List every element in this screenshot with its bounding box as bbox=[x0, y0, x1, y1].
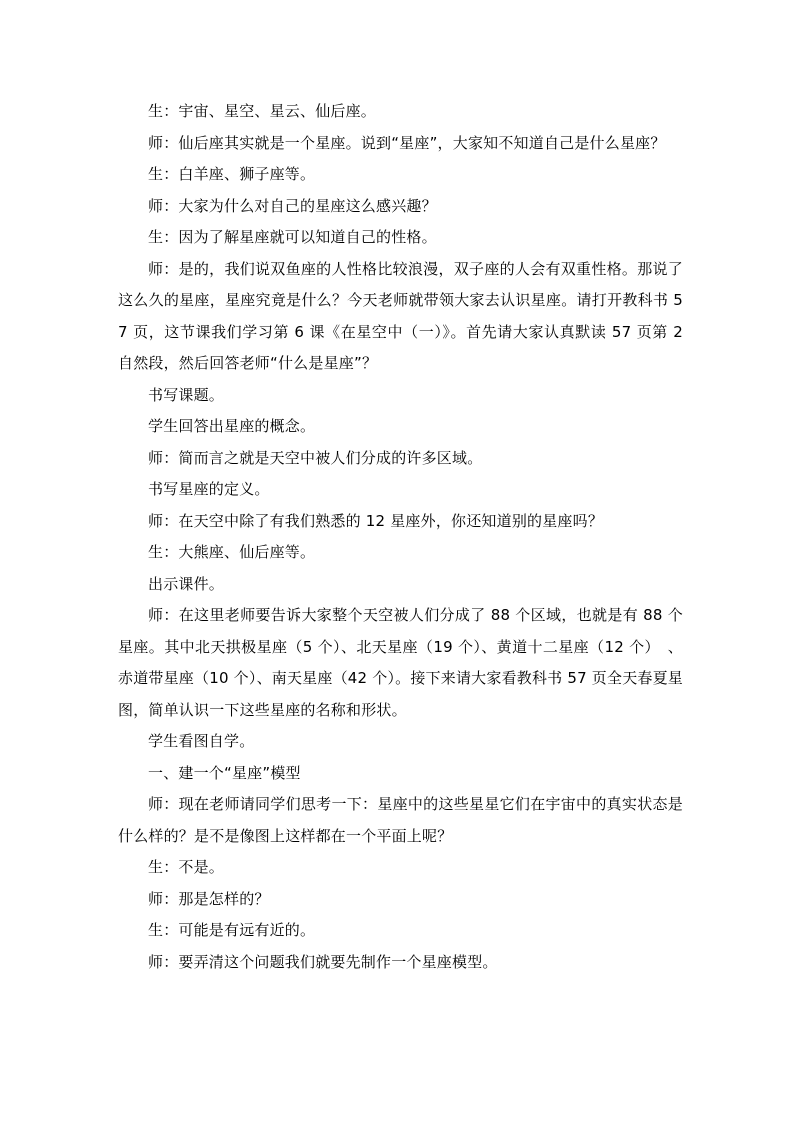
paragraph: 生：因为了解星座就可以知道自己的性格。 bbox=[148, 228, 437, 246]
paragraph: 书写课题。 bbox=[148, 385, 225, 404]
paragraph: 生：可能是有远有近的。 bbox=[148, 921, 316, 939]
paragraph: 师：现在老师请同学们思考一下：星座中的这些星星它们在宇宙中的真实状态是什么样的？是不是像图上这样都在一个平面上呢？ bbox=[118, 795, 683, 845]
paragraph: 生：宇宙、星空、星云、仙后座。 bbox=[148, 102, 377, 120]
paragraph: 学生回答出星座的概念。 bbox=[148, 417, 316, 435]
paragraph: 师：简而言之就是天空中被人们分成的许多区域。 bbox=[148, 448, 483, 467]
paragraph: 师：仙后座其实就是一个星座。说到“星座”，大家知不知道自己是什么星座？ bbox=[148, 133, 666, 152]
paragraph: 师：那是怎样的？ bbox=[148, 889, 270, 908]
paragraph: 出示课件。 bbox=[148, 574, 225, 593]
paragraph: 师：在这里老师要告诉大家整个天空被人们分成了 88 个区域，也就是有 88 个星座。其中北天拱极星座（5 个）、北天星座（19 个）、黄道十二星座（12 个） 、赤道带星座（10 个）、南天星座（42 个）。接下来请大家看教科书 57 页全天春夏星图，简单认识一下这些星座的名称和形状。 bbox=[118, 606, 683, 719]
paragraph: 生：大熊座、仙后座等。 bbox=[148, 543, 316, 561]
paragraph: 生：不是。 bbox=[148, 858, 225, 876]
paragraph: 师：大家为什么对自己的星座这么感兴趣？ bbox=[148, 196, 437, 215]
paragraph: 书写星座的定义。 bbox=[148, 480, 270, 498]
paragraph: 学生看图自学。 bbox=[148, 732, 255, 750]
paragraph: 师：是的，我们说双鱼座的人性格比较浪漫，双子座的人会有双重性格。那说了这么久的星座，星座究竟是什么？今天老师就带领大家去认识星座。请打开教科书 57 页，这节课我们学习第 6 课《在星空中（一）》。首先请大家认真默读 57 页第 2 自然段，然后回答老师“什么是星座”？ bbox=[118, 259, 683, 372]
paragraph: 师：在天空中除了有我们熟悉的 12 星座外，你还知道别的星座吗？ bbox=[148, 511, 604, 530]
paragraph: 师：要弄清这个问题我们就要先制作一个星座模型。 bbox=[148, 952, 498, 971]
section-heading: 一、建一个“星座”模型 bbox=[148, 763, 301, 782]
document-body bbox=[118, 96, 683, 978]
paragraph: 生：白羊座、狮子座等。 bbox=[148, 165, 316, 183]
